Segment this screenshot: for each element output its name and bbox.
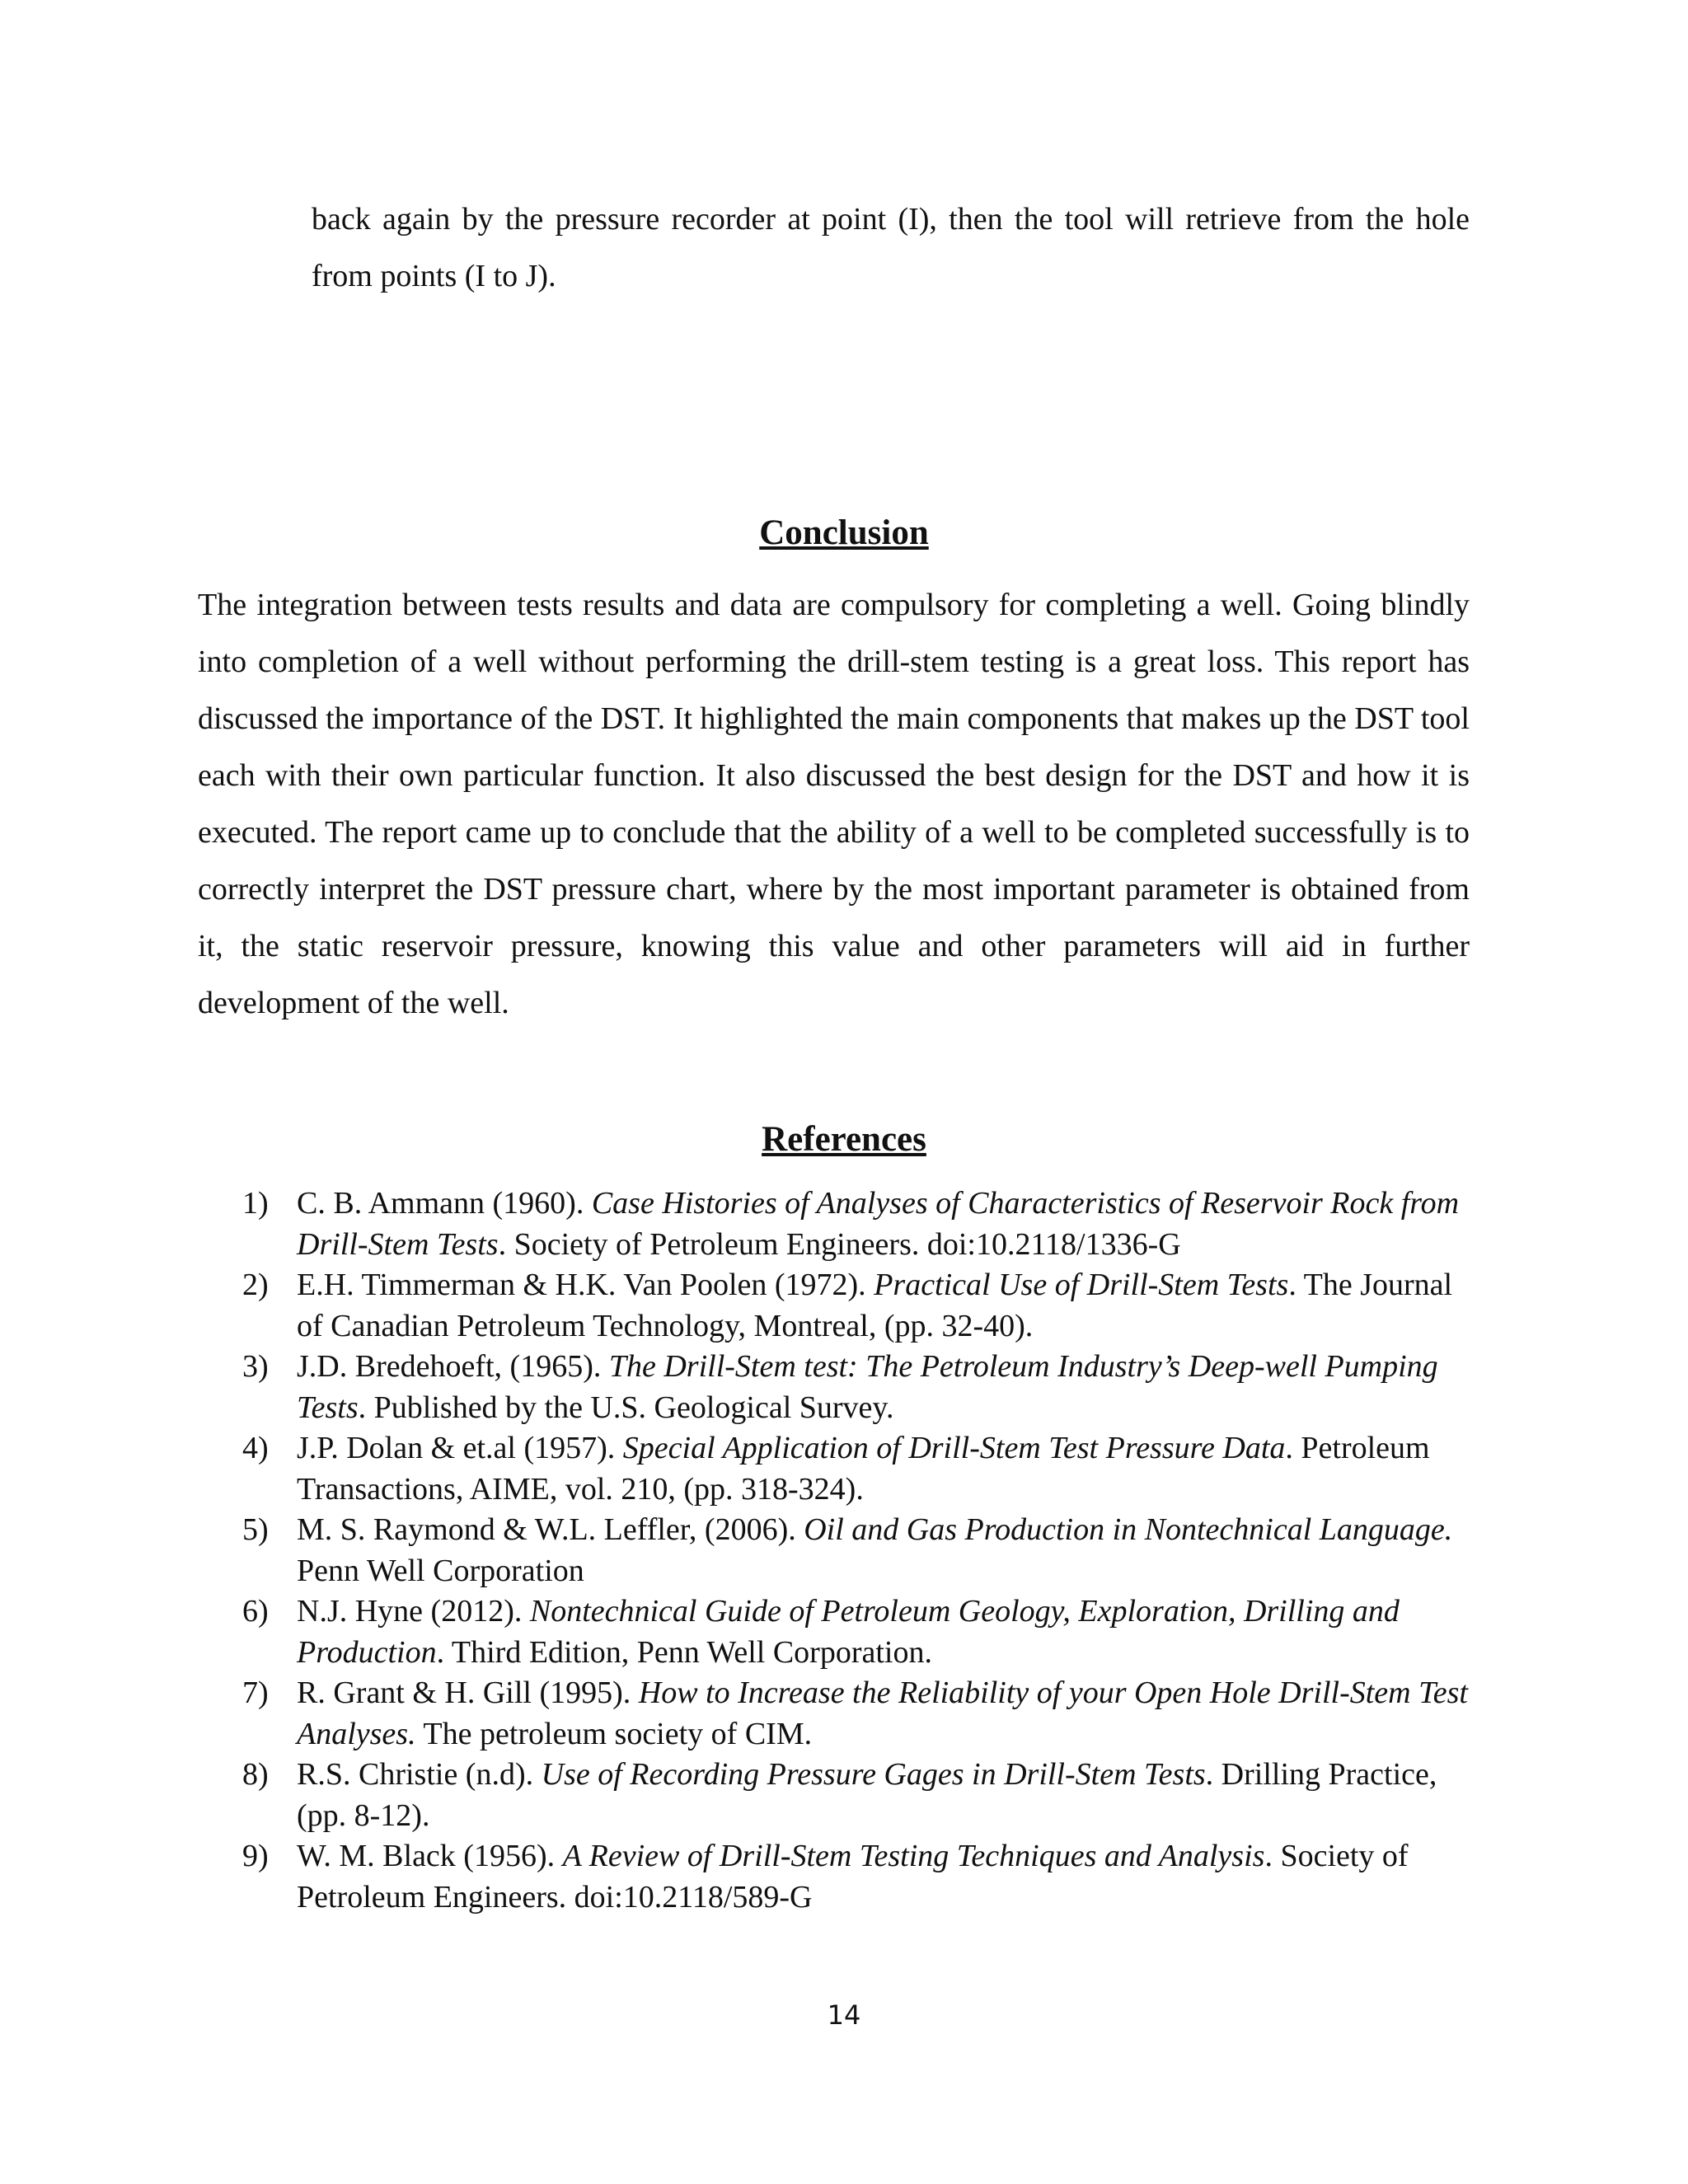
reference-authors: J.D. Bredehoeft, (1965). [297,1349,609,1384]
reference-source: . Petroleum Transactions, AIME, vol. 210, (pp. 318-324). [297,1431,1430,1507]
reference-authors: N.J. Hyne (2012). [297,1594,530,1629]
reference-item [198,1755,1484,1836]
reference-item [198,1347,1484,1428]
reference-authors: M. S. Raymond & W.L. Leffler, (2006). [297,1512,804,1547]
reference-number: 3) [242,1349,269,1384]
reference-source: Penn Well Corporation [297,1553,584,1588]
reference-source: . Drilling Practice, (pp. 8-12). [297,1757,1437,1833]
reference-item [198,1510,1484,1591]
reference-number: 1) [242,1186,269,1221]
reference-authors: E.H. Timmerman & H.K. Van Poolen (1972). [297,1268,874,1302]
reference-number: 4) [242,1431,269,1465]
reference-authors: R. Grant & H. Gill (1995). [297,1675,639,1710]
reference-source: . Published by the U.S. Geological Survey. [358,1390,894,1425]
reference-title: How to Increase the Reliability of your Open Hole Drill-Stem Test Analyses. [297,1675,1468,1751]
reference-title: Case Histories of Analyses of Characteristics of Reservoir Rock from Drill-Stem Tests [297,1186,1460,1262]
conclusion-paragraph: The integration between tests results and data are compulsory for completing a well. Going blindly into completion of a well without performing the drill-stem testing is a great loss. This report has discussed the importance of the DST. It highlighted the main components that makes up the DST tool each with their own particular function. It also discussed the best design for the DST and how it is executed. The report came up to conclude that the ability of a well to be completed successfully is to correctly interpret the DST pressure chart, where by the most important parameter is obtained from it, the static reservoir pressure, knowing this value and other parameters will aid in further development of the well. [198,588,1470,1020]
reference-title: Practical Use of Drill-Stem Tests [874,1268,1289,1302]
reference-source: . The Journal of Canadian Petroleum Technology, Montreal, (pp. 32-40). [297,1268,1453,1343]
reference-item [198,1591,1484,1673]
reference-title: Use of Recording Pressure Gages in Drill-Stem Tests [541,1757,1206,1792]
reference-number: 5) [242,1512,269,1547]
reference-source: . Society of Petroleum Engineers. doi:10.2118/589-G [297,1839,1409,1915]
reference-title: The Drill-Stem test: The Petroleum Industry’s Deep-well Pumping Tests [297,1349,1438,1425]
conclusion-heading: Conclusion [759,513,929,552]
reference-number: 8) [242,1757,269,1792]
intro-paragraph: back again by the pressure recorder at point (I), then the tool will retrieve from the hole from points (I to J). [312,202,1470,293]
reference-number: 9) [242,1839,269,1873]
reference-title: Special Application of Drill-Stem Test Pressure Data [622,1431,1286,1465]
reference-authors: W. M. Black (1956). [297,1839,563,1873]
reference-title: A Review of Drill-Stem Testing Techniques and Analysis [562,1839,1265,1873]
reference-item [198,1183,1484,1265]
reference-item [198,1673,1484,1755]
reference-number: 7) [242,1675,269,1710]
reference-authors: C. B. Ammann (1960). [297,1186,592,1221]
reference-number: 2) [242,1268,269,1302]
reference-title: Oil and Gas Production in Nontechnical Language. [804,1512,1453,1547]
reference-item [198,1265,1484,1347]
reference-source: . Third Edition, Penn Well Corporation. [436,1634,932,1670]
references-heading: References [762,1120,926,1159]
reference-item [198,1836,1484,1918]
reference-number: 6) [242,1594,269,1629]
reference-source: The petroleum society of CIM. [415,1716,813,1751]
reference-authors: J.P. Dolan & et.al (1957). [297,1431,623,1465]
reference-source: . Society of Petroleum Engineers. doi:10.2118/1336-G [498,1226,1181,1262]
reference-item [198,1428,1484,1510]
page-number: 14 [827,1999,861,2031]
reference-title: Nontechnical Guide of Petroleum Geology, Exploration, Drilling and Production [297,1594,1400,1670]
references-list [198,1183,1484,1918]
reference-authors: R.S. Christie (n.d). [297,1757,542,1792]
